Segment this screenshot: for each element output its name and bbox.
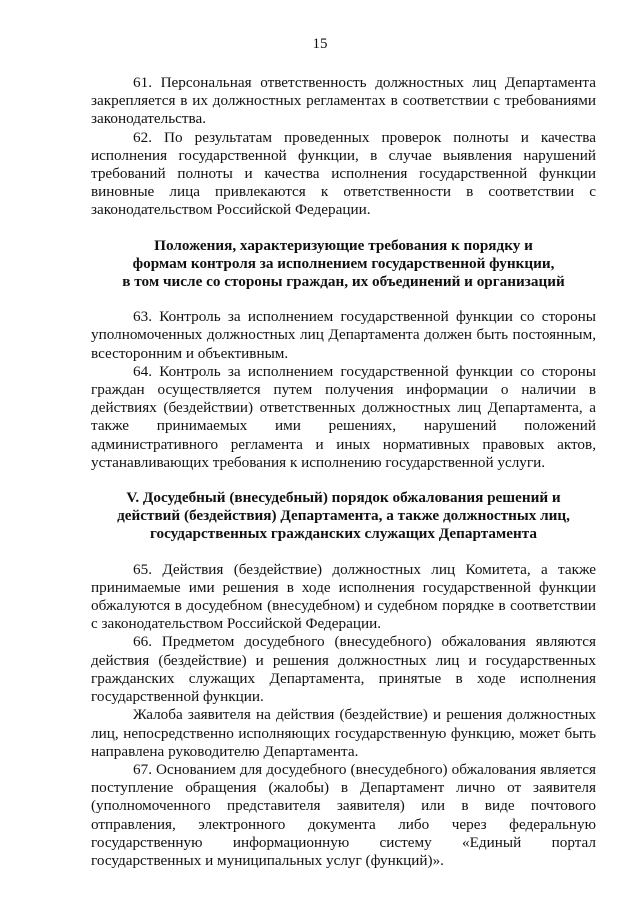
paragraph-66: 66. Предметом досудебного (внесудебного) обжалования являются действия (бездействие) и решения должностных лиц и государственных гражданских служащих Департамента, принятые в ходе исполнения государственной функции. <box>91 633 596 706</box>
document-body <box>91 74 596 870</box>
paragraph-65: 65. Действия (бездействие) должностных лиц Комитета, а также принимаемые ими решения в ходе исполнения государственной функции обжалуются в досудебном (внесудебном) и судебном порядке в соответствии с законодательством Российской Федерации. <box>91 560 596 633</box>
heading-line: формам контроля за исполнением государственной функции, <box>132 254 555 272</box>
heading-line: действий (бездействия) Департамента, а также должностных лиц, <box>117 507 570 525</box>
paragraph-complaint: Жалоба заявителя на действия (бездействие) и решения должностных лиц, непосредственно исполняющих государственную функцию, может быть направлена руководителю Департамента. <box>91 706 596 760</box>
page-number: 15 <box>312 36 328 52</box>
heading-line: в том числе со стороны граждан, их объединений и организаций <box>122 273 565 291</box>
paragraph-63: 63. Контроль за исполнением государственной функции со стороны уполномоченных должностных лиц Департамента должен быть постоянным, всесторонним и объективным. <box>91 308 596 362</box>
paragraph-61: 61. Персональная ответственность должностных лиц Департамента закрепляется в их должностных регламентах в соответствии с требованиями законодательства. <box>91 74 596 128</box>
heading-line: Положения, характеризующие требования к порядку и <box>154 236 533 254</box>
paragraph-67: 67. Основанием для досудебного (внесудебного) обжалования является поступление обращения (жалобы) в Департамент лично от заявителя (уполномоченного представителя заявителя) или в виде почтового отправления, электронного документа либо через федеральную государственную информационную систему «Единый портал государственных и муниципальных услуг (функций)». <box>91 760 596 869</box>
heading-line: V. Досудебный (внесудебный) порядок обжалования решений и <box>126 489 561 507</box>
heading-line: государственных гражданских служащих Департамента <box>149 525 538 543</box>
paragraph-62: 62. По результатам проведенных проверок полноты и качества исполнения государственной функции, в случае выявления нарушений требований полноты и качества исполнения государственной функции виновные лица привлекаются к ответственности в соответствии с законодательством Российской Федерации. <box>91 128 596 219</box>
section-heading-control <box>91 237 596 292</box>
section-heading-appeal <box>91 489 596 544</box>
paragraph-64: 64. Контроль за исполнением государственной функции со стороны граждан осуществляется путем получения информации о наличии в действиях (бездействии) ответственных должностных лиц Департамента, а также принимаемых ими решениях, нарушений положений административного регламента и иных нормативных правовых актов, устанавливающих требования к исполнению государственной услуги. <box>91 362 596 471</box>
